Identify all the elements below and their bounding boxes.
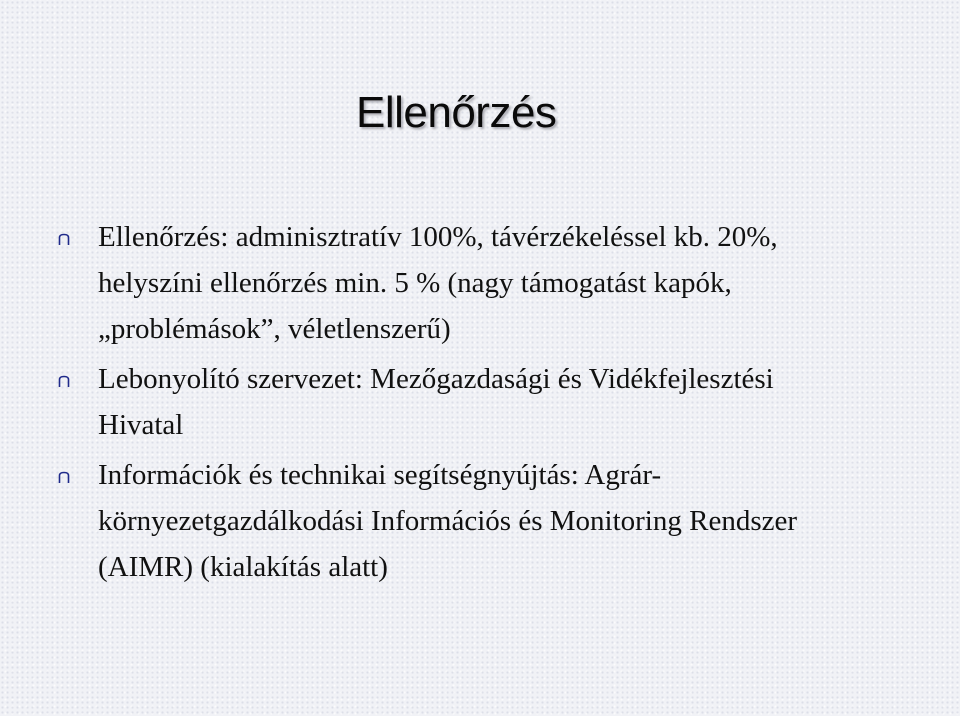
bullet-marker-icon xyxy=(58,232,72,246)
bullet-text: Ellenőrzés: adminisztratív 100%, távérzékeléssel kb. 20%, helyszíni ellenőrzés min. 5 % (nagy támogatást kapók, „problémások”, véletlenszerű) xyxy=(98,221,778,345)
bullet-text: Információk és technikai segítségnyújtás: Agrár-környezetgazdálkodási Információs és Monitoring Rendszer (AIMR) (kialakítás alatt) xyxy=(98,459,798,583)
bullet-marker-icon xyxy=(58,374,72,388)
bullet-marker-icon xyxy=(58,470,72,484)
slide-title: Ellenőrzés xyxy=(356,88,557,137)
bullet-text: Lebonyolító szervezet: Mezőgazdasági és Vidékfejlesztési Hivatal xyxy=(98,363,774,441)
